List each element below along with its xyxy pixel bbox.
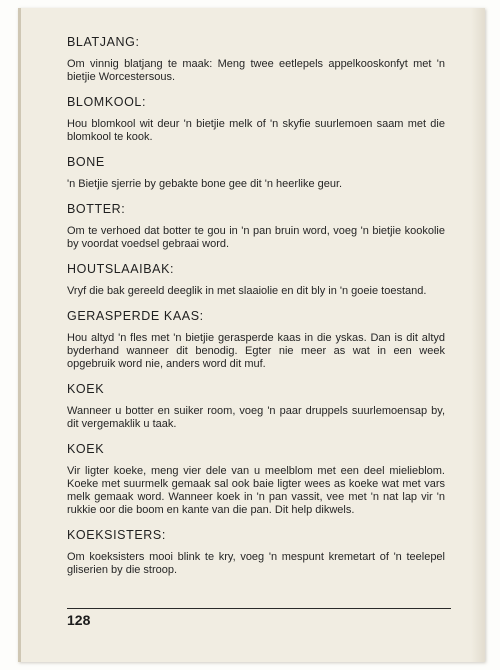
entry-text: Vryf die bak gereeld deeglik in met slaaiolie en dit bly in 'n goeie toestand. bbox=[67, 285, 427, 297]
entry-heading: GERASPERDE KAAS: bbox=[67, 309, 204, 323]
entry-heading: HOUTSLAAIBAK: bbox=[67, 262, 175, 276]
entry-text: Om koeksisters mooi blink te kry, voeg 'n mespunt kremetart of 'n teelepel gliserien by die stroop. bbox=[67, 551, 445, 576]
tips-list bbox=[67, 34, 445, 587]
entry-heading: KOEKSISTERS: bbox=[67, 528, 166, 542]
entry-heading: KOEK bbox=[67, 382, 105, 396]
entry-text: Hou blomkool wit deur 'n bietjie melk of 'n skyfie suurlemoen saam met die blomkool te kook. bbox=[67, 118, 445, 143]
entry-text: Om te verhoed dat botter te gou in 'n pan bruin word, voeg 'n bietjie kookolie by voordat voedsel gebraai word. bbox=[67, 225, 445, 250]
entry-koek-1 bbox=[67, 381, 445, 431]
entry-text: Hou altyd 'n fles met 'n bietjie gerasperde kaas in die yskas. Dan is dit altyd byderhand wanneer dit benodig. Egter nie meer as wat in een week opgebruik word nie, anders word dit muf. bbox=[67, 332, 445, 370]
entry-blomkool bbox=[67, 94, 445, 144]
entry-houtslaaibak bbox=[67, 261, 445, 298]
page-number: 128 bbox=[67, 612, 91, 628]
entry-text: Wanneer u botter en suiker room, voeg 'n paar druppels suurlemoensap by, dit vergemaklik u taak. bbox=[67, 405, 445, 430]
entry-text: Om vinnig blatjang te maak: Meng twee eetlepels appelkooskonfyt met 'n bietjie Worcestersous. bbox=[67, 58, 445, 83]
entry-heading: BLATJANG: bbox=[67, 35, 140, 49]
entry-heading: KOEK bbox=[67, 442, 105, 456]
entry-bone bbox=[67, 154, 445, 191]
entry-koeksisters bbox=[67, 527, 445, 577]
entry-koek-2 bbox=[67, 441, 445, 517]
entry-heading: BONE bbox=[67, 155, 105, 169]
entry-heading: BOTTER: bbox=[67, 202, 126, 216]
entry-text: Vir ligter koeke, meng vier dele van u meelblom met een deel mielieblom. Koeke met suurmelk gemaak sal ook baie ligter wees as koeke wat met vars melk gemaak word. Wanneer koek in 'n pan vassit, vee met 'n nat lap vir 'n rukkie oor die boom en kante van die pan. Dit help dikwels. bbox=[67, 465, 445, 516]
entry-blatjang bbox=[67, 34, 445, 84]
entry-botter bbox=[67, 201, 445, 251]
entry-heading: BLOMKOOL: bbox=[67, 95, 147, 109]
entry-text: 'n Bietjie sjerrie by gebakte bone gee dit 'n heerlike geur. bbox=[67, 178, 343, 190]
entry-gerasperde-kaas bbox=[67, 308, 445, 371]
page-footer-rule bbox=[67, 608, 451, 628]
book-page bbox=[18, 8, 485, 662]
